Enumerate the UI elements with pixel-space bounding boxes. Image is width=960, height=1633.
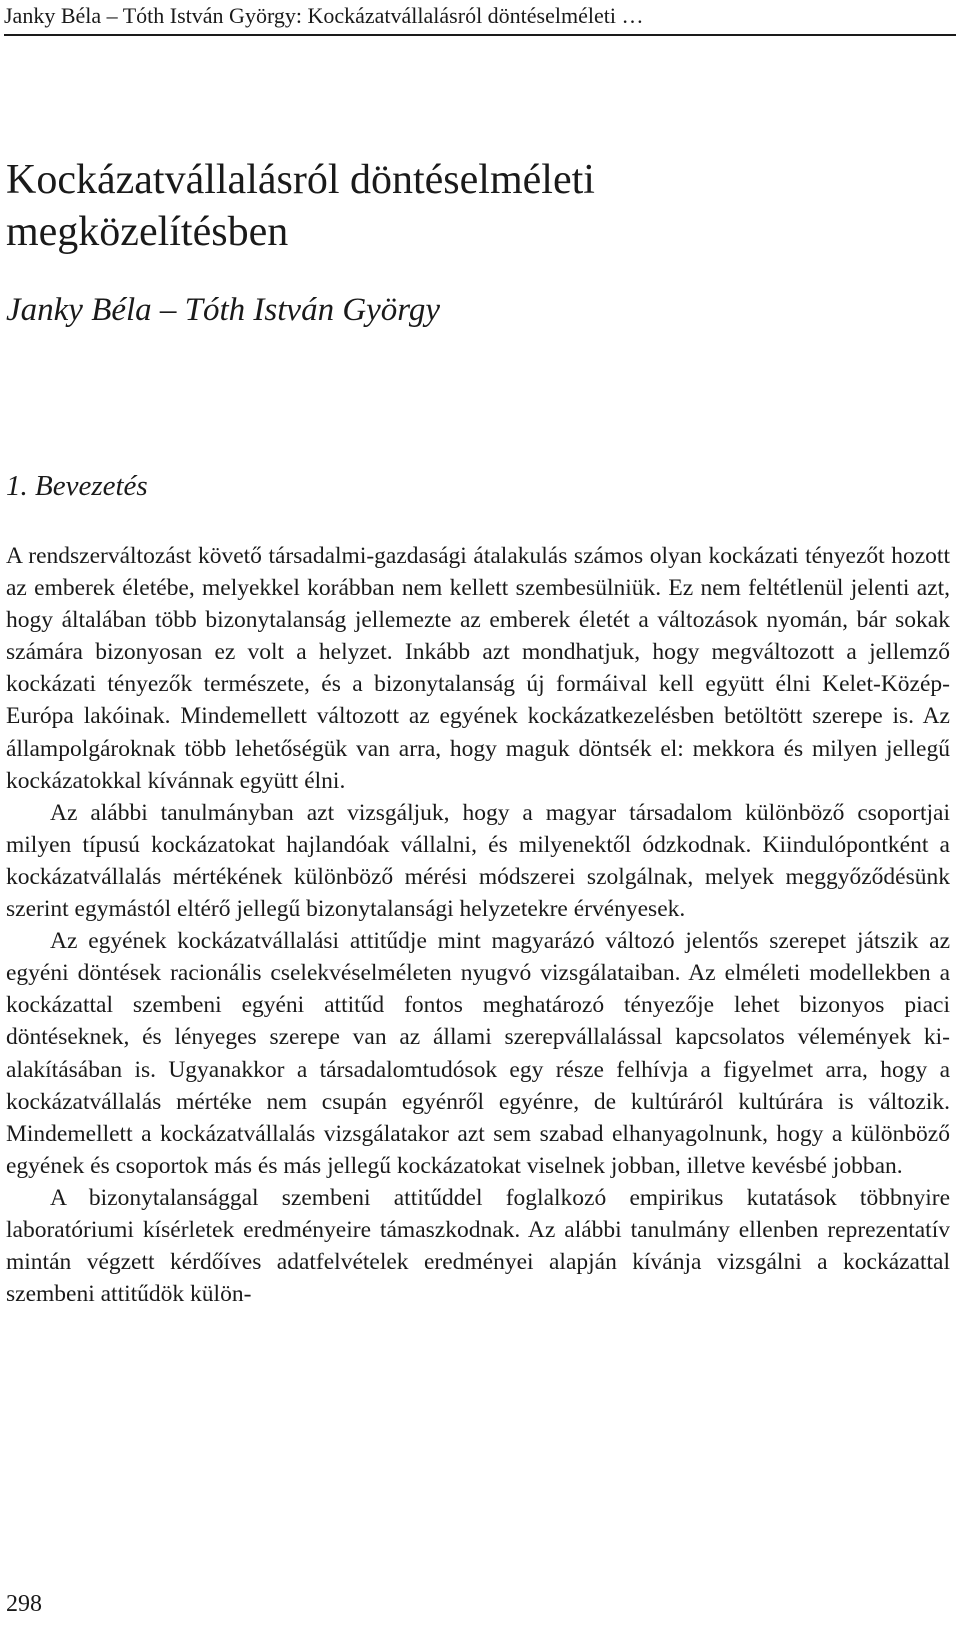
section-heading: 1. Bevezetés [6, 470, 148, 502]
page-number: 298 [6, 1591, 42, 1617]
body-text [6, 540, 950, 1310]
paragraph: A bizonytalansággal szembeni attitűddel foglalkozó empirikus kutatások többnyire laboratóriumi kísérletek eredményeire támaszkodnak. Az alábbi tanulmány ellenben reprezentatív mintán végzett kérdőíves adatfelvételek eredményei alapján kívánja vizsgálni a kockázattal szembeni attitűdök külön- [6, 1184, 950, 1308]
running-header: Janky Béla – Tóth István György: Kockázatvállalásról döntéselméleti … [4, 2, 956, 36]
paragraph: Az egyének kockázatvállalási attitűdje mint magyarázó változó jelentős szerepet játszik az egyéni döntések racionális cselekvéselméleten nyugvó vizsgálataiban. Az elméleti modellekben a kockázattal szembeni egyéni attitűd fontos meghatározó tényezője lehet bizonyos piaci döntéseknek, és lényeges szerepe van az állami szerepvállalással kapcsolatos vélemények kialakításában is. Ugyanakkor a társadalomtudósok egy része felhívja a figyelmet arra, hogy a kockázatvállalás mértéke nem csupán egyénről egyénre, de kultúráról kultúrára is változik. Mindemellett a kockázatvállalás vizsgálatakor azt sem szabad elhanyagolnunk, hogy a különböző egyének és csoportok más és más jellegű kockázatokat viselnek jobban, illetve kevésbé jobban. [6, 928, 950, 1179]
article-title [6, 154, 946, 258]
article-title-line-1: Kockázatvállalásról döntéselméleti [6, 157, 595, 203]
article-authors: Janky Béla – Tóth István György [6, 292, 441, 328]
article-title-line-2: megközelítésben [6, 209, 289, 255]
paragraph: Az alábbi tanulmányban azt vizsgáljuk, hogy a magyar társadalom különböző csoportjai milyen típusú kockázatokat hajlandóak vállalni, és milyenektől ódzkodnak. Kiindulópontként a kockázatvállalás mértékének különböző mérési módszerei szolgálnak, melyek meggyőződésünk szerint egymástól eltérő jellegű bizonytalansági helyzetekre érvényesek. [6, 799, 950, 923]
paragraph: A rendszerváltozást követő társadalmi-gazdasági átalakulás számos olyan kockázati tényezőt hozott az emberek életébe, melyekkel korábban nem kellett szembesülniük. Ez nem feltétlenül jelenti azt, hogy általában több bizonytalanság jellemezte az emberek életét a változások nyomán, bár sokak számára bizonyosan ez volt a helyzet. Inkább azt mondhatjuk, hogy megváltozott a jellemző kockázati tényezők természete, és a bizonytalanság új formáival kell együtt élni Kelet-Közép-Európa lakóinak. Mindemellett változott az egyének kockázatkezelésben betöltött szerepe is. Az állampolgároknak több lehetőségük van arra, hogy maguk döntsék el: mekkora és milyen jellegű kockázatokkal kívánnak együtt élni. [6, 543, 950, 794]
